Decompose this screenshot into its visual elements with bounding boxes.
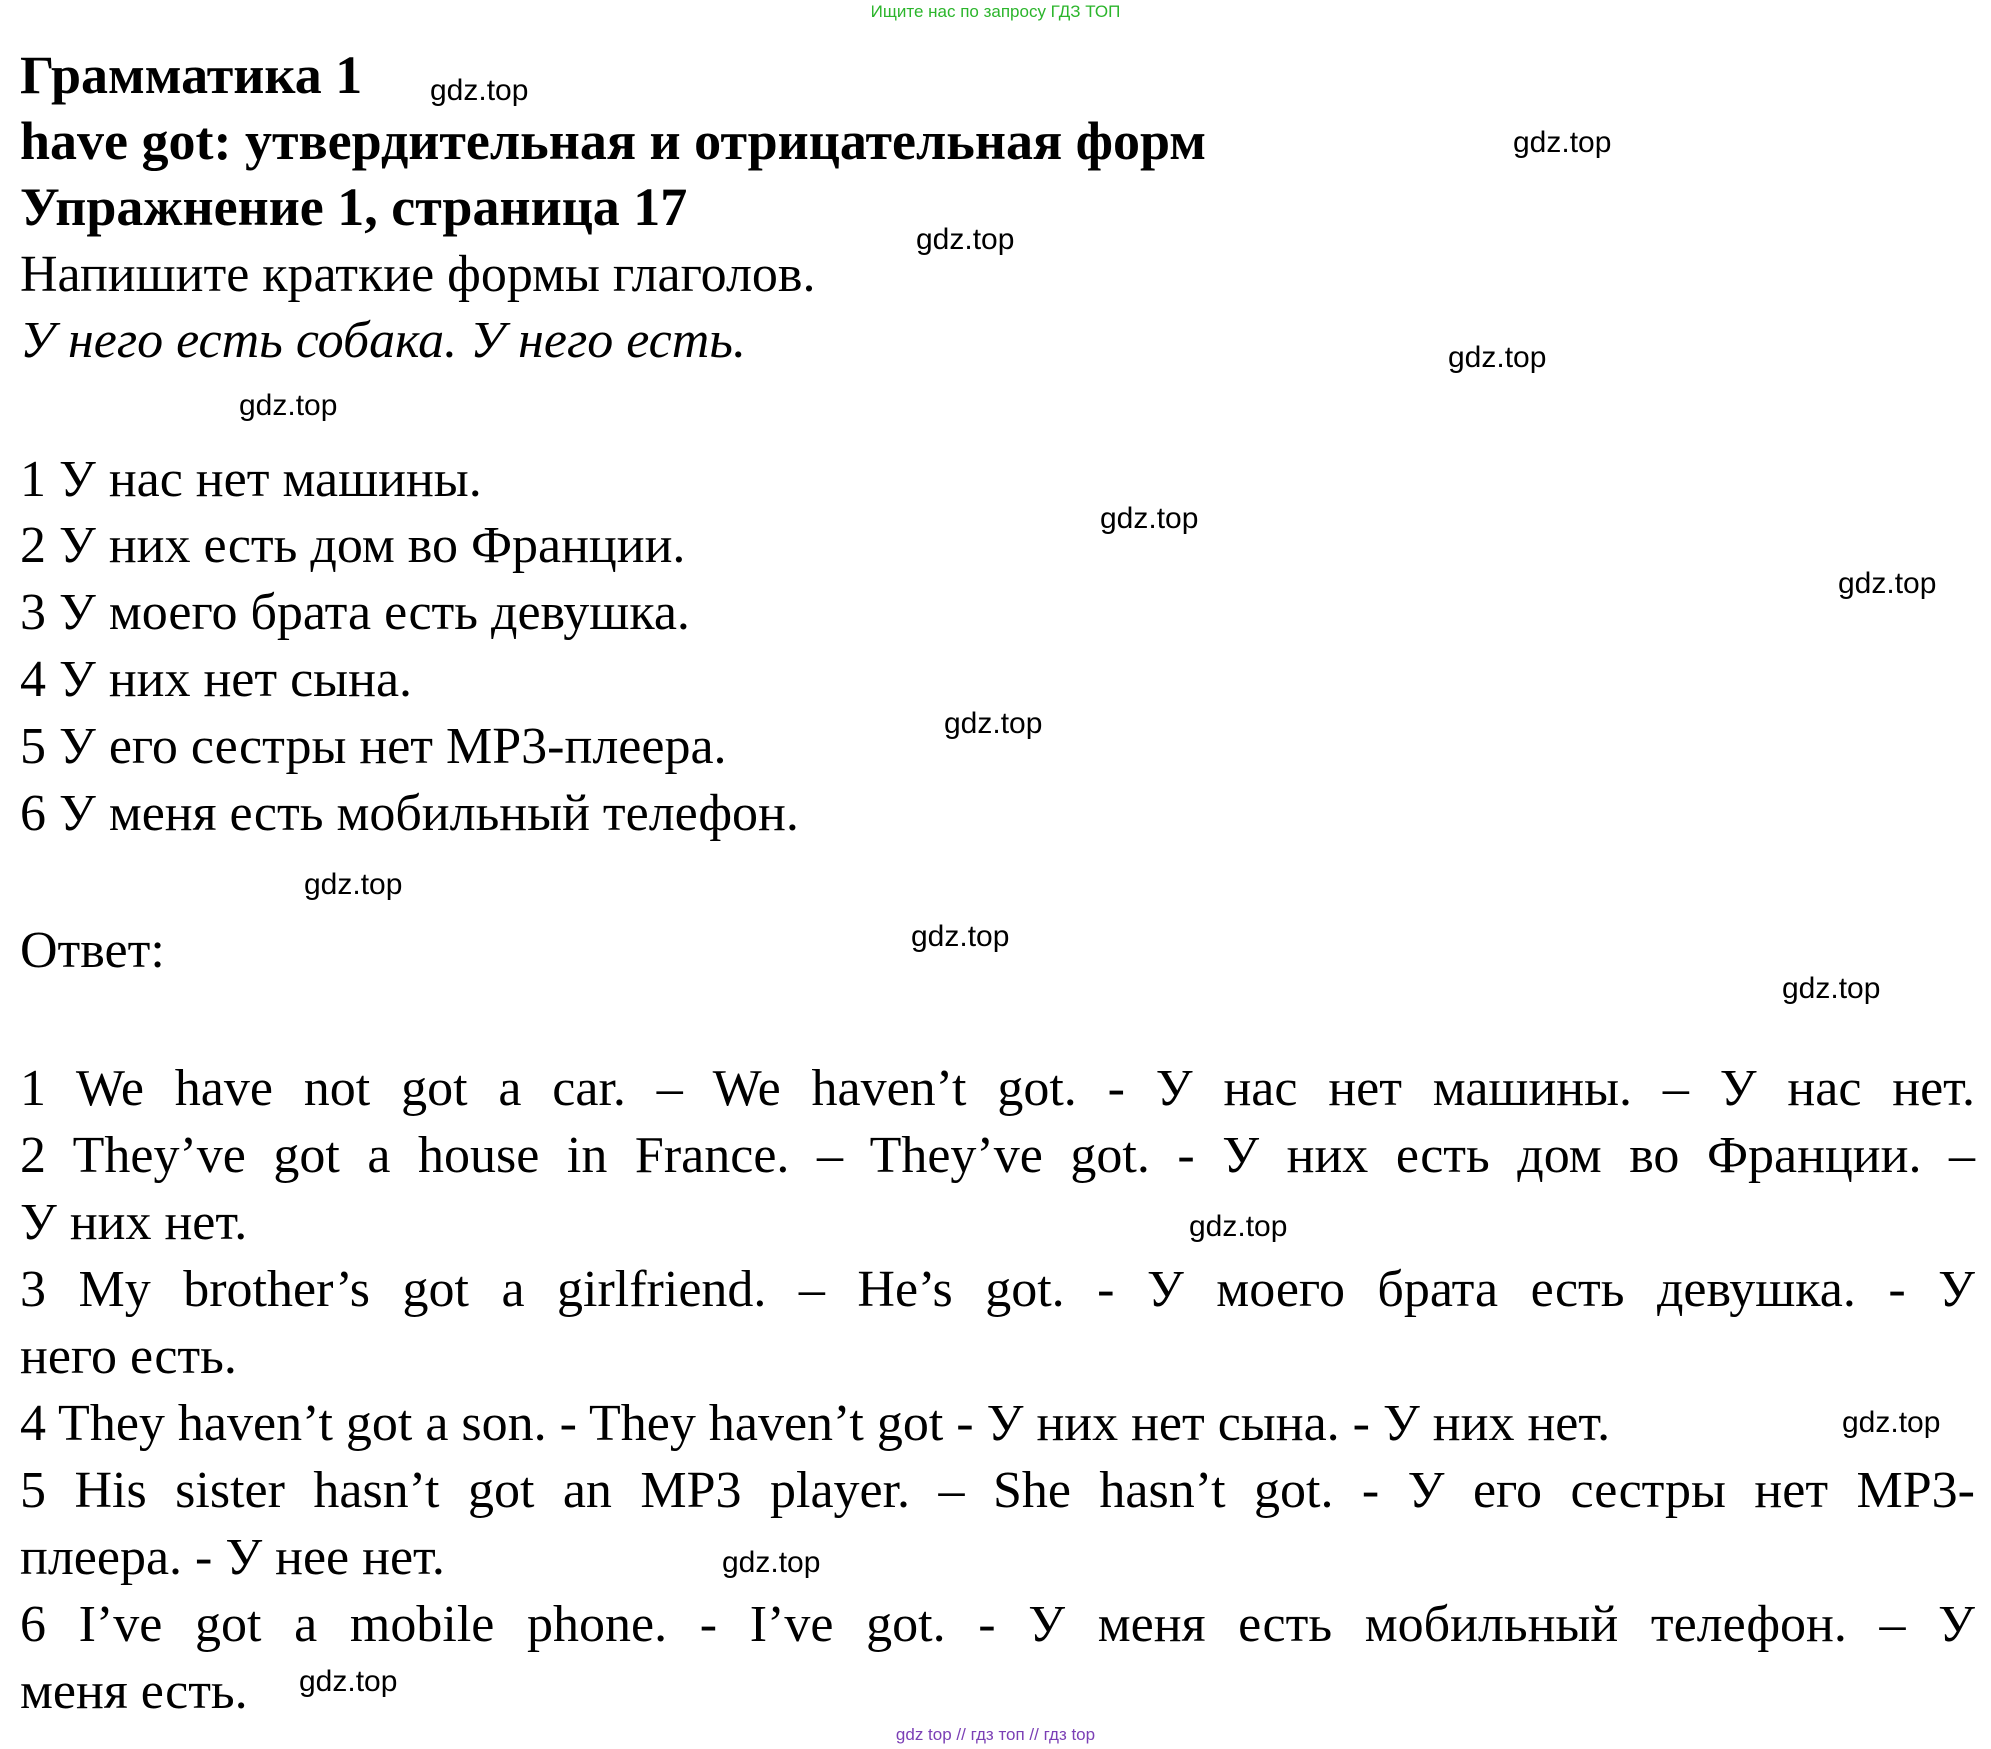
answer-line: 2 They’ve got a house in France. – They’ve got. - У них есть дом во Франции. – [20, 1127, 1975, 1184]
watermark: gdz.top [722, 1546, 821, 1579]
answer-line: 3 My brother’s got a girlfriend. – He’s got. - У моего брата есть девушка. - У [20, 1261, 1975, 1318]
watermark: gdz.top [916, 223, 1015, 256]
task-item: 6 У меня есть мобильный телефон. [20, 785, 799, 842]
task-item: 1 У нас нет машины. [20, 451, 482, 508]
watermark: gdz.top [1513, 126, 1612, 159]
answer-line: У них нет. [20, 1194, 248, 1251]
watermark: gdz.top [1838, 567, 1937, 600]
task-example: У него есть собака. У него есть. [20, 312, 746, 369]
answer-line: 1 We have not got a car. – We haven’t got. - У нас нет машины. – У нас нет. [20, 1060, 1975, 1117]
watermark: gdz.top [1842, 1406, 1941, 1439]
bottom-footer[interactable]: gdz top // гдз топ // гдз top [895, 1725, 1096, 1744]
task-item: 5 У его сестры нет MP3-плеера. [20, 718, 727, 775]
watermark: gdz.top [944, 707, 1043, 740]
answer-label: Ответ: [20, 922, 165, 979]
heading-grammar: Грамматика 1 [20, 45, 363, 105]
watermark: gdz.top [299, 1665, 398, 1698]
answer-line: 4 They haven’t got a son. - They haven’t got - У них нет сына. - У них нет. [20, 1395, 1611, 1452]
watermark: gdz.top [304, 868, 403, 901]
task-instruction: Напишите краткие формы глаголов. [20, 246, 816, 303]
watermark: gdz.top [1448, 341, 1547, 374]
answer-line: 5 His sister hasn’t got an MP3 player. – She hasn’t got. - У его сестры нет MP3- [20, 1462, 1975, 1519]
watermark: gdz.top [1189, 1210, 1288, 1243]
task-item: 4 У них нет сына. [20, 651, 413, 708]
watermark: gdz.top [430, 74, 529, 107]
answer-line: меня есть. [20, 1663, 248, 1720]
answer-line: 6 I’ve got a mobile phone. - I’ve got. - У меня есть мобильный телефон. – У [20, 1596, 1975, 1653]
top-banner[interactable]: Ищите нас по запросу ГДЗ ТОП [870, 2, 1121, 21]
answer-line: него есть. [20, 1328, 237, 1385]
heading-topic: have got: утвердительная и отрицательная форм [20, 111, 1207, 171]
task-item: 3 У моего брата есть девушка. [20, 584, 690, 641]
task-item: 2 У них есть дом во Франции. [20, 517, 686, 574]
watermark: gdz.top [1782, 972, 1881, 1005]
watermark: gdz.top [911, 920, 1010, 953]
heading-exercise: Упражнение 1, страница 17 [20, 177, 688, 237]
watermark: gdz.top [1100, 502, 1199, 535]
answer-line: плеера. - У нее нет. [20, 1529, 445, 1586]
watermark: gdz.top [239, 389, 338, 422]
